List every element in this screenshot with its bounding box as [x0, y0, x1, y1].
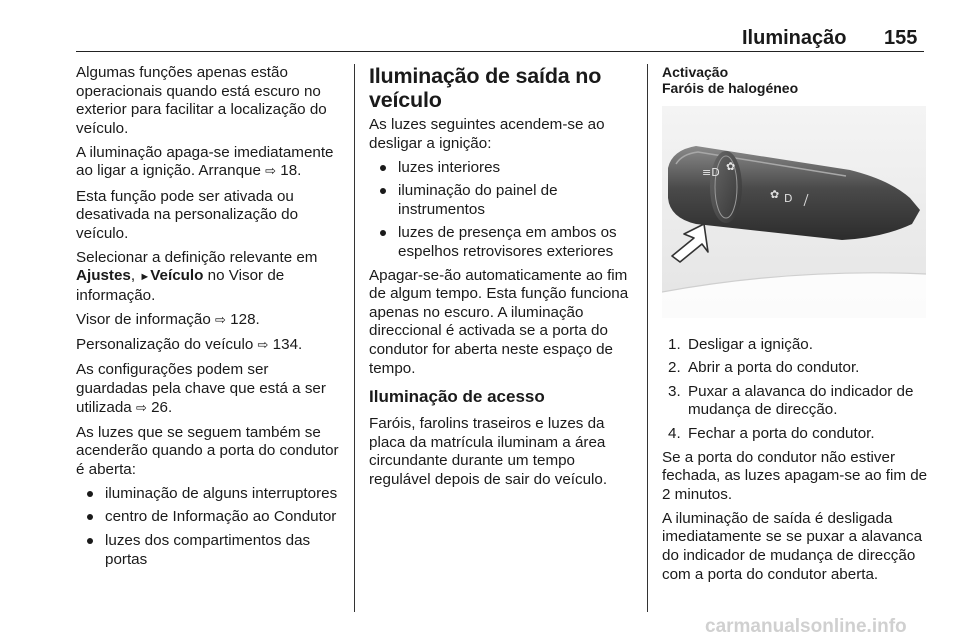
- list-item: iluminação de alguns interruptores: [76, 485, 342, 504]
- paragraph: Visor de informação ⇨ 128.: [76, 311, 260, 329]
- bullet-list: [76, 485, 342, 569]
- list-item: 2. Abrir a porta do condutor.: [668, 359, 860, 377]
- xref-arrow-icon: ⇨: [265, 164, 277, 180]
- column-left: [76, 64, 342, 574]
- section-heading: Iluminação de saída no veículo: [369, 64, 602, 112]
- header-rule: [76, 51, 924, 52]
- paragraph: Algumas funções apenas estão operacionais quando está escuro no exterior para facilitar a localização do veículo.: [76, 64, 327, 137]
- paragraph: As luzes que se seguem também se acenderão quando a porta do condutor é aberta:: [76, 423, 339, 478]
- watermark: carmanualsonline.info: [705, 616, 907, 637]
- list-item: centro de Informação ao Condutor: [76, 508, 342, 527]
- list-item: 4. Fechar a porta do condutor.: [668, 424, 875, 442]
- paragraph: A iluminação apaga-se imediatamente ao ligar a ignição. Arranque ⇨ 18.: [76, 143, 334, 180]
- paragraph: Personalização do veículo ⇨ 134.: [76, 336, 303, 354]
- svg-text:✿: ✿: [770, 188, 780, 201]
- paragraph: A iluminação de saída é desligada imediatamente se se puxar a alavanca do indicador de mudança de direcção com a porta do condutor aberta.: [662, 509, 923, 583]
- page-header: [0, 0, 960, 54]
- activation-heading: Activação: [662, 64, 729, 80]
- paragraph: As luzes seguintes acendem-se ao desligar a ignição:: [369, 116, 605, 152]
- xref-arrow-icon: ⇨: [257, 338, 269, 354]
- paragraph: Apagar-se-ão automaticamente ao fim de algum tempo. Esta função funciona apenas no escuro. A iluminação direccional é activada se a porta do condutor for aberta neste espaço de tempo.: [369, 266, 629, 377]
- xref-arrow-icon: ⇨: [135, 400, 147, 416]
- list-item: 1. Desligar a ignição.: [668, 335, 813, 353]
- bullet-list: [369, 159, 634, 262]
- list-item: luzes interiores: [369, 159, 634, 178]
- halogen-heading: Faróis de halogéneo: [662, 80, 799, 96]
- paragraph: Faróis, farolins traseiros e luzes da placa da matrícula iluminam a área circundante durante um tempo regulável depois de sair do veículo.: [369, 415, 608, 488]
- column-right: [662, 64, 928, 590]
- paragraph: As configurações podem ser guardadas pela chave que está a ser utilizada ⇨ 26.: [76, 361, 326, 416]
- svg-text:✿: ✿: [726, 160, 736, 173]
- xref-arrow-icon: ⇨: [215, 313, 226, 329]
- page-title: Iluminação: [742, 27, 847, 49]
- column-middle: [369, 64, 634, 495]
- page-number: 155: [884, 27, 918, 49]
- list-item: luzes dos compartimentos das portas: [76, 532, 342, 569]
- subsection-heading: Iluminação de acesso: [369, 387, 545, 407]
- svg-text:≡D: ≡D: [702, 166, 720, 179]
- list-item: luzes de presença em ambos os espelhos retrovisores exteriores: [369, 224, 634, 261]
- turn-signal-lever-illustration: [662, 106, 926, 318]
- menu-arrow-icon: ►: [139, 271, 151, 284]
- list-item: 3. Puxar a alavanca do indicador de mudança de direcção.: [668, 382, 914, 419]
- list-item: iluminação do painel de instrumentos: [369, 182, 634, 219]
- column-divider-2: [647, 64, 648, 612]
- paragraph: Esta função pode ser ativada ou desativada na personalização do veículo.: [76, 187, 299, 242]
- column-divider-1: [354, 64, 355, 612]
- svg-text:D: D: [784, 192, 793, 205]
- steps-list: [662, 336, 928, 444]
- paragraph: Selecionar a definição relevante em Ajustes, ►Veículo no Visor de informação.: [76, 248, 318, 305]
- paragraph: Se a porta do condutor não estiver fechada, as luzes apagam-se ao fim de 2 minutos.: [662, 448, 928, 503]
